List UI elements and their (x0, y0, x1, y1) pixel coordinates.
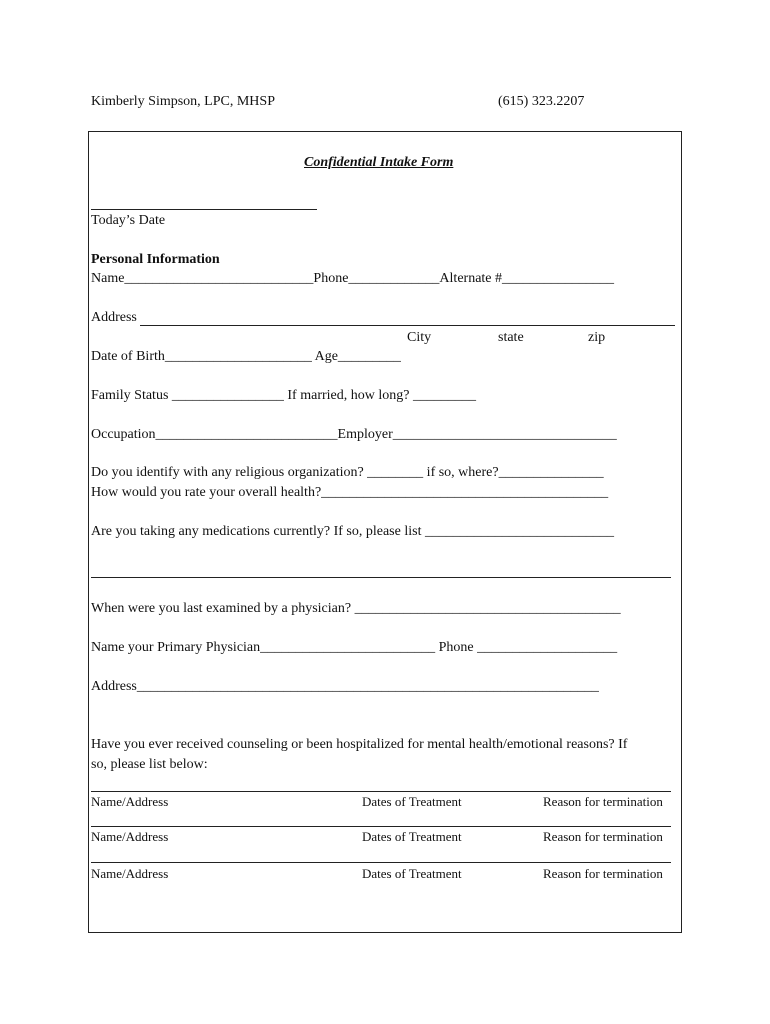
row-3-name-label: Name/Address (91, 866, 169, 881)
row-2-dates-label: Dates of Treatment (362, 829, 462, 844)
row-1-dates-label: Dates of Treatment (362, 794, 462, 809)
form-title: Confidential Intake Form (304, 155, 454, 170)
row-3-reason-label: Reason for termination (543, 866, 663, 881)
row-3-dates-label: Dates of Treatment (362, 866, 462, 881)
physician-address-line[interactable]: Address__________________________________________________________________ (91, 679, 599, 694)
row-2-reason-label: Reason for termination (543, 829, 663, 844)
row-1-reason-label: Reason for termination (543, 794, 663, 809)
zip-label: zip (588, 330, 606, 345)
personal-info-heading: Personal Information (91, 252, 220, 267)
todays-date-label: Today’s Date (91, 213, 166, 228)
counseling-question-line2: so, please list below: (91, 757, 208, 772)
counseling-question-line1: Have you ever received counseling or been hospitalized for mental health/emotional reasons? If (91, 737, 628, 752)
row-1-name-label: Name/Address (91, 794, 169, 809)
dob-age-line[interactable]: Date of Birth_____________________ Age_________ (91, 349, 401, 364)
medications-extra-field[interactable] (91, 577, 671, 578)
family-status-line[interactable]: Family Status ________________ If married, how long? _________ (91, 388, 476, 403)
last-exam-line[interactable]: When were you last examined by a physician? ______________________________________ (91, 601, 621, 616)
address-field[interactable] (140, 325, 675, 326)
occupation-employer-line[interactable]: Occupation__________________________Employer________________________________ (91, 427, 617, 442)
health-line[interactable]: How would you rate your overall health?_________________________________________ (91, 485, 609, 500)
address-label: Address (91, 310, 137, 325)
religion-line[interactable]: Do you identify with any religious organization? ________ if so, where?_______________ (91, 465, 604, 480)
treatment-row-1-field[interactable] (91, 791, 671, 792)
medications-line[interactable]: Are you taking any medications currently? If so, please list ___________________________ (91, 524, 614, 539)
name-phone-line[interactable]: Name___________________________Phone_____________Alternate #________________ (91, 271, 615, 286)
treatment-row-2-field[interactable] (91, 826, 671, 827)
primary-physician-line[interactable]: Name your Primary Physician_________________________ Phone ____________________ (91, 640, 618, 655)
state-label: state (498, 330, 524, 345)
row-2-name-label: Name/Address (91, 829, 169, 844)
todays-date-field[interactable] (91, 209, 317, 210)
city-label: City (407, 330, 432, 345)
provider-name: Kimberly Simpson, LPC, MHSP (91, 94, 275, 109)
treatment-row-3-field[interactable] (91, 862, 671, 863)
provider-phone: (615) 323.2207 (498, 94, 585, 109)
